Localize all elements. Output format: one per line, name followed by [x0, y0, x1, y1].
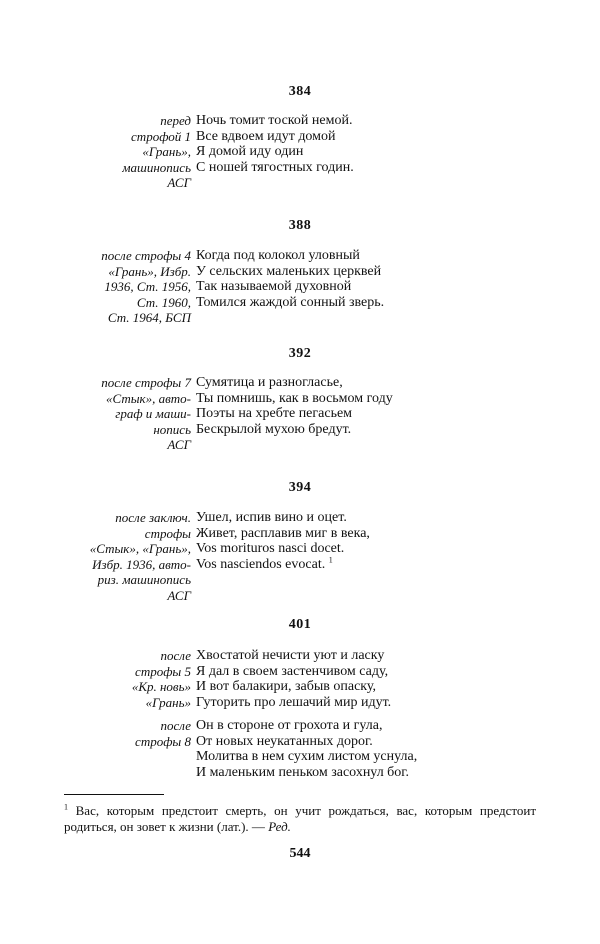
- footnote: [64, 803, 536, 835]
- variant-source-note: после строфы 7 «Стык», авто- граф и маши- нопись АСГ: [101, 375, 191, 453]
- footnote-editor-mark: Ред.: [268, 819, 291, 834]
- section-number: 392: [288, 346, 312, 361]
- verse-lines: Ночь томит тоской немой. Все вдвоем идут домой Я домой иду один С ношей тягостных годин.: [196, 113, 354, 175]
- section-number: 384: [288, 84, 312, 99]
- footnote-divider: [64, 794, 164, 795]
- verse-lines: Он в стороне от грохота и гула, От новых неукатанных дорог. Молитва в нем сухим листом уснула, И маленьким пеньком засохнул бог.: [196, 718, 418, 780]
- footnote-text: Вас, которым предстоит смерть, он учит рождаться, вас, которым предстоит родиться, он зовет к жизни (лат.). —: [64, 803, 537, 834]
- variant-source-note: после строфы 4 «Грань», Избр. 1936, Ст. 1956, Ст. 1960, Ст. 1964, БСП: [101, 248, 191, 326]
- section-number: 394: [288, 480, 312, 495]
- verse-lines: Когда под колокол уловный У сельских маленьких церквей Так называемой духовной Томился жаждой сонный зверь.: [196, 248, 385, 310]
- verse-lines: Ушел, испив вино и оцет. Живет, расплавив миг в века, Vos morituros nasci docet. Vos nasciendos evocat. $^1$: [196, 510, 370, 572]
- verse-lines: Хвостатой нечисти уют и ласку Я дал в своем застенчивом саду, И вот балакири, забыв опаску, Гуторить про лешачий мир идут.: [196, 648, 392, 710]
- verse-lines: Сумятица и разногласье, Ты помнишь, как в восьмом году Поэты на хребте пегасьем Бескрылой мухою бредут.: [196, 375, 393, 437]
- footnote-reference: 1: [328, 555, 333, 565]
- variant-source-note: после строфы 5 «Кр. новь» «Грань»: [131, 648, 191, 710]
- page-number: 544: [289, 846, 311, 861]
- variant-source-note: после строфы 8: [135, 718, 191, 749]
- section-number: 401: [288, 617, 312, 632]
- variant-source-note: перед строфой 1 «Грань», машинопись АСГ: [122, 113, 191, 191]
- variant-source-note: после заключ. строфы «Стык», «Грань», Избр. 1936, авто- риз. машинопись АСГ: [89, 510, 191, 603]
- section-number: 388: [288, 218, 312, 233]
- footnote-marker: 1: [64, 802, 68, 812]
